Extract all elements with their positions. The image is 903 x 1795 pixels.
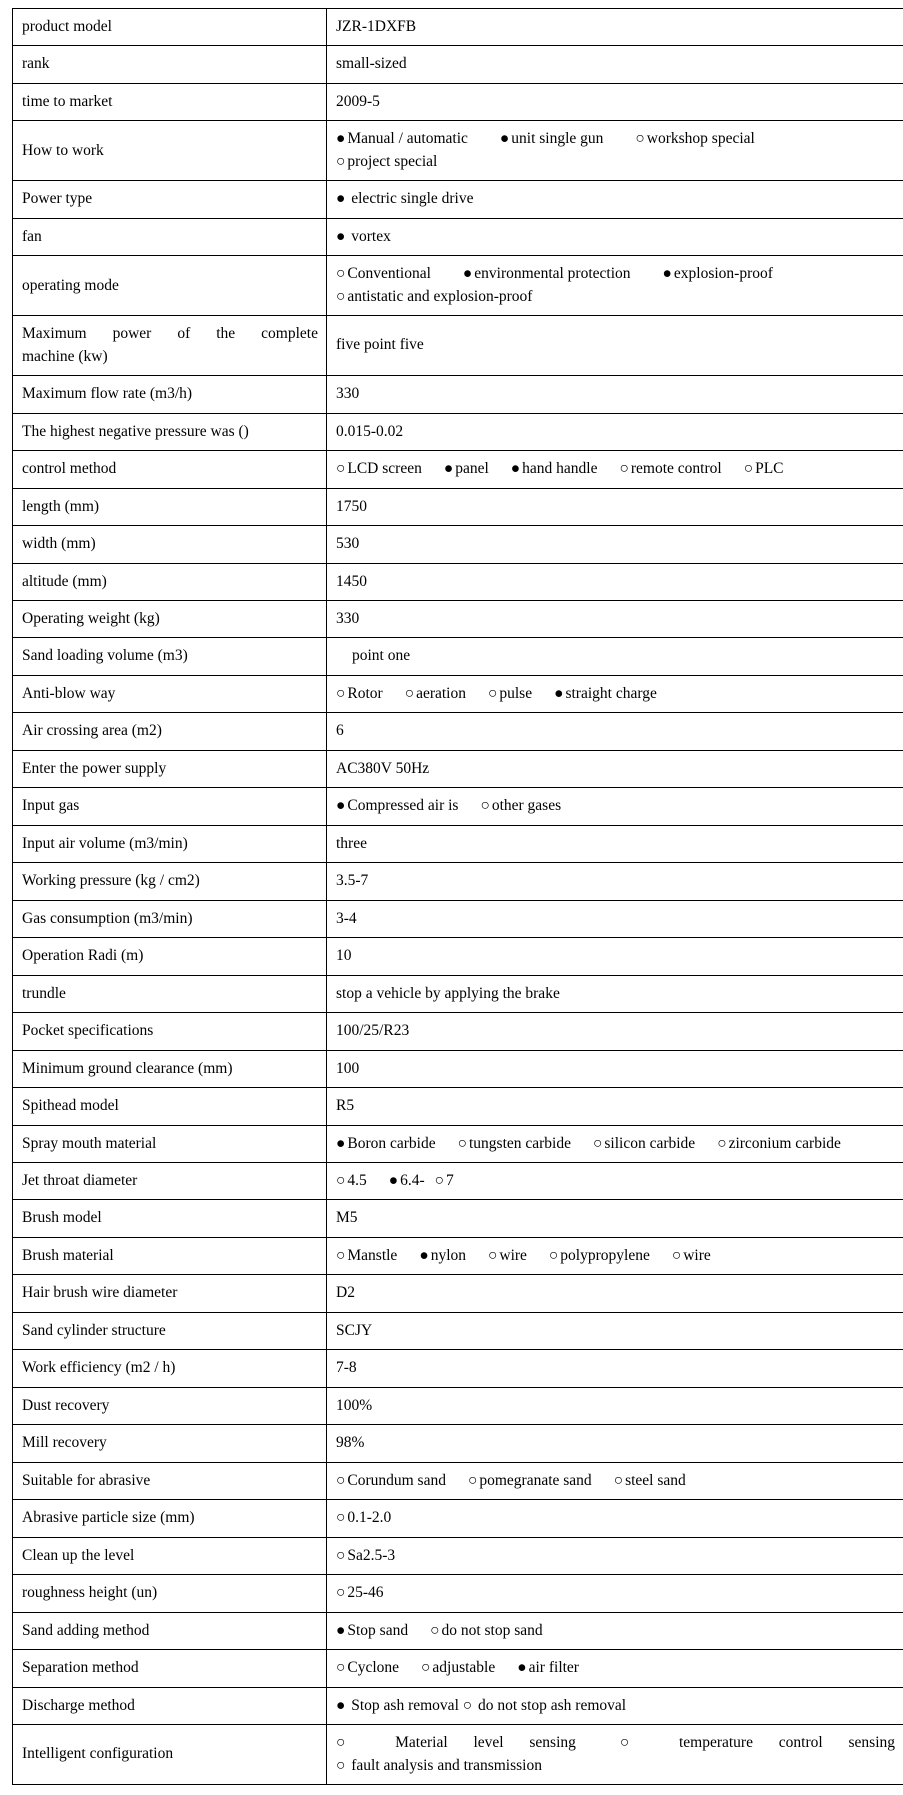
table-row [13, 563, 903, 600]
row-label-brush-material: Brush material [13, 1237, 327, 1274]
option-vortex: ● vortex [336, 228, 391, 245]
row-label-sand-cylinder-structure: Sand cylinder structure [13, 1312, 327, 1349]
row-label-min-ground-clearance: Minimum ground clearance (mm) [13, 1050, 327, 1087]
table-row [13, 1575, 903, 1612]
row-value-min-ground-clearance: 100 [327, 1050, 903, 1087]
row-label-spithead-model: Spithead model [13, 1088, 327, 1125]
row-label-mill-recovery: Mill recovery [13, 1425, 327, 1462]
row-label-jet-throat-diameter: Jet throat diameter [13, 1163, 327, 1200]
row-label-separation-method: Separation method [13, 1650, 327, 1687]
row-value-pocket-specifications: 100/25/R23 [327, 1013, 903, 1050]
table-row [13, 1725, 903, 1785]
row-label-sand-adding-method: Sand adding method [13, 1612, 327, 1649]
row-label-working-pressure: Working pressure (kg / cm2) [13, 863, 327, 900]
row-label-altitude: altitude (mm) [13, 563, 327, 600]
option-cyclone: ○ Cyclone [336, 1659, 399, 1676]
row-label-air-crossing-area: Air crossing area (m2) [13, 713, 327, 750]
table-row [13, 46, 903, 83]
table-row [13, 1350, 903, 1387]
row-label-operation-radi: Operation Radi (m) [13, 938, 327, 975]
row-value-spray-mouth-material [327, 1125, 903, 1162]
row-value-product-model: JZR-1DXFB [327, 9, 903, 46]
option-fault-analysis-transmission: ○ fault analysis and transmission [336, 1757, 542, 1774]
row-value-max-power: five point five [327, 316, 903, 376]
row-value-power-type [327, 181, 903, 218]
row-label-power-supply: Enter the power supply [13, 750, 327, 787]
option-steel-sand: ○ steel sand [614, 1472, 686, 1489]
option-workshop-special: ○ workshop special [635, 130, 754, 147]
table-row [13, 1163, 903, 1200]
product-specification-table [12, 8, 903, 1785]
row-label-width: width (mm) [13, 526, 327, 563]
option-manual-automatic: ● Manual / automatic [336, 130, 468, 147]
option-plc: ○ PLC [744, 460, 784, 477]
row-label-fan: fan [13, 218, 327, 255]
row-value-anti-blow-way [327, 675, 903, 712]
table-row [13, 256, 903, 316]
option-silicon-carbide: ○ silicon carbide [593, 1135, 695, 1152]
row-label-brush-model: Brush model [13, 1200, 327, 1237]
option-jet-7: ○ 7 [435, 1172, 454, 1189]
table-row [13, 1200, 903, 1237]
table-row [13, 1537, 903, 1574]
row-value-brush-material [327, 1237, 903, 1274]
option-tungsten-carbide: ○ tungsten carbide [458, 1135, 571, 1152]
option-do-not-stop-sand: ○ do not stop sand [430, 1622, 543, 1639]
row-label-product-model: product model [13, 9, 327, 46]
option-project-special: ○ project special [336, 153, 437, 170]
row-value-input-air-volume: three [327, 825, 903, 862]
table-row [13, 1237, 903, 1274]
option-do-not-stop-ash-removal: ○ do not stop ash removal [463, 1697, 626, 1714]
option-antistatic-explosion-proof: ○ antistatic and explosion-proof [336, 288, 532, 305]
option-air-filter: ● air filter [517, 1659, 579, 1676]
row-value-clean-up-level [327, 1537, 903, 1574]
table-row [13, 316, 903, 376]
row-label-work-efficiency: Work efficiency (m2 / h) [13, 1350, 327, 1387]
option-compressed-air: ● Compressed air is [336, 797, 458, 814]
row-value-dust-recovery: 100% [327, 1387, 903, 1424]
option-zirconium-carbide: ○ zirconium carbide [717, 1135, 841, 1152]
row-value-control-method [327, 451, 903, 488]
row-label-clean-up-level: Clean up the level [13, 1537, 327, 1574]
row-value-air-crossing-area: 6 [327, 713, 903, 750]
row-value-rank: small-sized [327, 46, 903, 83]
sand-loading-value: point one [352, 647, 410, 664]
row-value-roughness-height [327, 1575, 903, 1612]
row-label-max-power-line2: machine (kw) [22, 346, 318, 368]
option-stop-ash-removal: ● Stop ash removal [336, 1697, 459, 1714]
option-boron-carbide: ● Boron carbide [336, 1135, 436, 1152]
row-label-sand-loading-volume: Sand loading volume (m3) [13, 638, 327, 675]
row-value-discharge-method [327, 1687, 903, 1724]
row-label-input-air-volume: Input air volume (m3/min) [13, 825, 327, 862]
row-value-sand-loading-volume [327, 638, 903, 675]
row-label-hair-brush-wire-diameter: Hair brush wire diameter [13, 1275, 327, 1312]
table-row [13, 1387, 903, 1424]
option-roughness-25-46: ○ 25-46 [336, 1584, 384, 1601]
row-label-max-flow-rate: Maximum flow rate (m3/h) [13, 376, 327, 413]
row-label-length: length (mm) [13, 488, 327, 525]
row-label-control-method: control method [13, 451, 327, 488]
row-label-rank: rank [13, 46, 327, 83]
row-value-input-gas [327, 788, 903, 825]
table-row [13, 638, 903, 675]
option-nylon: ● nylon [419, 1247, 466, 1264]
row-value-power-supply: AC380V 50Hz [327, 750, 903, 787]
row-value-highest-negative-pressure: 0.015-0.02 [327, 413, 903, 450]
row-value-altitude: 1450 [327, 563, 903, 600]
table-row [13, 1275, 903, 1312]
table-row [13, 1125, 903, 1162]
row-value-sand-adding-method [327, 1612, 903, 1649]
table-row [13, 83, 903, 120]
table-row [13, 413, 903, 450]
table-row [13, 1050, 903, 1087]
row-value-time-to-market: 2009-5 [327, 83, 903, 120]
row-value-sand-cylinder-structure: SCJY [327, 1312, 903, 1349]
table-row [13, 600, 903, 637]
table-row [13, 1650, 903, 1687]
row-value-intelligent-configuration [327, 1725, 903, 1785]
table-row [13, 1425, 903, 1462]
table-row [13, 1687, 903, 1724]
option-environmental-protection: ● environmental protection [463, 265, 631, 282]
table-body [13, 9, 903, 1785]
row-label-dust-recovery: Dust recovery [13, 1387, 327, 1424]
row-label-pocket-specifications: Pocket specifications [13, 1013, 327, 1050]
row-value-separation-method [327, 1650, 903, 1687]
table-row [13, 1612, 903, 1649]
table-row [13, 376, 903, 413]
table-row [13, 121, 903, 181]
table-row [13, 713, 903, 750]
table-row [13, 975, 903, 1012]
table-row [13, 938, 903, 975]
table-row [13, 1088, 903, 1125]
option-unit-single-gun: ● unit single gun [500, 130, 604, 147]
row-value-work-efficiency: 7-8 [327, 1350, 903, 1387]
row-label-trundle: trundle [13, 975, 327, 1012]
option-temperature-control-sensing: ○ temperature control sensing [598, 1734, 895, 1751]
row-value-hair-brush-wire-diameter: D2 [327, 1275, 903, 1312]
table-row [13, 9, 903, 46]
row-label-anti-blow-way: Anti-blow way [13, 675, 327, 712]
table-row [13, 900, 903, 937]
row-label-operating-mode: operating mode [13, 256, 327, 316]
option-polypropylene: ○ polypropylene [549, 1247, 650, 1264]
table-row [13, 1462, 903, 1499]
option-particle-0-1-2-0: ○ 0.1-2.0 [336, 1509, 391, 1526]
row-label-spray-mouth-material: Spray mouth material [13, 1125, 327, 1162]
row-label-abrasive-particle-size: Abrasive particle size (mm) [13, 1500, 327, 1537]
table-row [13, 526, 903, 563]
row-value-spithead-model: R5 [327, 1088, 903, 1125]
option-remote-control: ○ remote control [620, 460, 722, 477]
table-row [13, 451, 903, 488]
table-row [13, 488, 903, 525]
table-row [13, 181, 903, 218]
row-value-width: 530 [327, 526, 903, 563]
row-value-suitable-for-abrasive [327, 1462, 903, 1499]
row-value-operating-weight: 330 [327, 600, 903, 637]
row-label-suitable-for-abrasive: Suitable for abrasive [13, 1462, 327, 1499]
row-label-time-to-market: time to market [13, 83, 327, 120]
option-sa2-5-3: ○ Sa2.5-3 [336, 1547, 395, 1564]
row-label-max-power [13, 316, 327, 376]
row-label-operating-weight: Operating weight (kg) [13, 600, 327, 637]
option-adjustable: ○ adjustable [421, 1659, 495, 1676]
row-label-discharge-method: Discharge method [13, 1687, 327, 1724]
option-material-level-sensing: ○ Material level sensing [336, 1734, 576, 1751]
option-hand-handle: ● hand handle [511, 460, 598, 477]
row-label-highest-negative-pressure: The highest negative pressure was () [13, 413, 327, 450]
table-row [13, 863, 903, 900]
row-label-intelligent-configuration: Intelligent configuration [13, 1725, 327, 1785]
option-panel: ● panel [444, 460, 489, 477]
row-label-gas-consumption: Gas consumption (m3/min) [13, 900, 327, 937]
option-wire: ○ wire [488, 1247, 527, 1264]
row-value-mill-recovery: 98% [327, 1425, 903, 1462]
row-value-max-flow-rate: 330 [327, 376, 903, 413]
option-stop-sand: ● Stop sand [336, 1622, 408, 1639]
row-label-roughness-height: roughness height (un) [13, 1575, 327, 1612]
option-electric-single-drive: ● electric single drive [336, 190, 473, 207]
row-value-working-pressure: 3.5-7 [327, 863, 903, 900]
table-row [13, 750, 903, 787]
option-rotor: ○ Rotor [336, 685, 383, 702]
option-pulse: ○ pulse [488, 685, 532, 702]
table-row [13, 675, 903, 712]
option-conventional: ○ Conventional [336, 265, 431, 282]
row-value-gas-consumption: 3-4 [327, 900, 903, 937]
row-value-operating-mode [327, 256, 903, 316]
option-explosion-proof: ● explosion-proof [663, 265, 773, 282]
option-aeration: ○ aeration [405, 685, 466, 702]
option-other-gases: ○ other gases [480, 797, 561, 814]
option-lcd-screen: ○ LCD screen [336, 460, 422, 477]
row-value-operation-radi: 10 [327, 938, 903, 975]
option-pomegranate-sand: ○ pomegranate sand [468, 1472, 592, 1489]
option-corundum-sand: ○ Corundum sand [336, 1472, 446, 1489]
row-value-jet-throat-diameter [327, 1163, 903, 1200]
row-label-how-to-work: How to work [13, 121, 327, 181]
option-manstle: ○ Manstle [336, 1247, 397, 1264]
row-value-fan [327, 218, 903, 255]
row-value-abrasive-particle-size [327, 1500, 903, 1537]
table-row [13, 1312, 903, 1349]
row-value-brush-model: M5 [327, 1200, 903, 1237]
row-label-power-type: Power type [13, 181, 327, 218]
row-label-input-gas: Input gas [13, 788, 327, 825]
option-jet-4-5: ○ 4.5 [336, 1172, 367, 1189]
row-value-trundle: stop a vehicle by applying the brake [327, 975, 903, 1012]
table-row [13, 825, 903, 862]
table-row [13, 1500, 903, 1537]
row-value-how-to-work [327, 121, 903, 181]
table-row [13, 1013, 903, 1050]
option-jet-6-4: ● 6.4- [389, 1172, 425, 1189]
table-row [13, 788, 903, 825]
row-value-length: 1750 [327, 488, 903, 525]
row-label-max-power-line1: Maximum power of the complete [22, 323, 318, 345]
option-wire-2: ○ wire [672, 1247, 711, 1264]
table-row [13, 218, 903, 255]
option-straight-charge: ● straight charge [554, 685, 657, 702]
